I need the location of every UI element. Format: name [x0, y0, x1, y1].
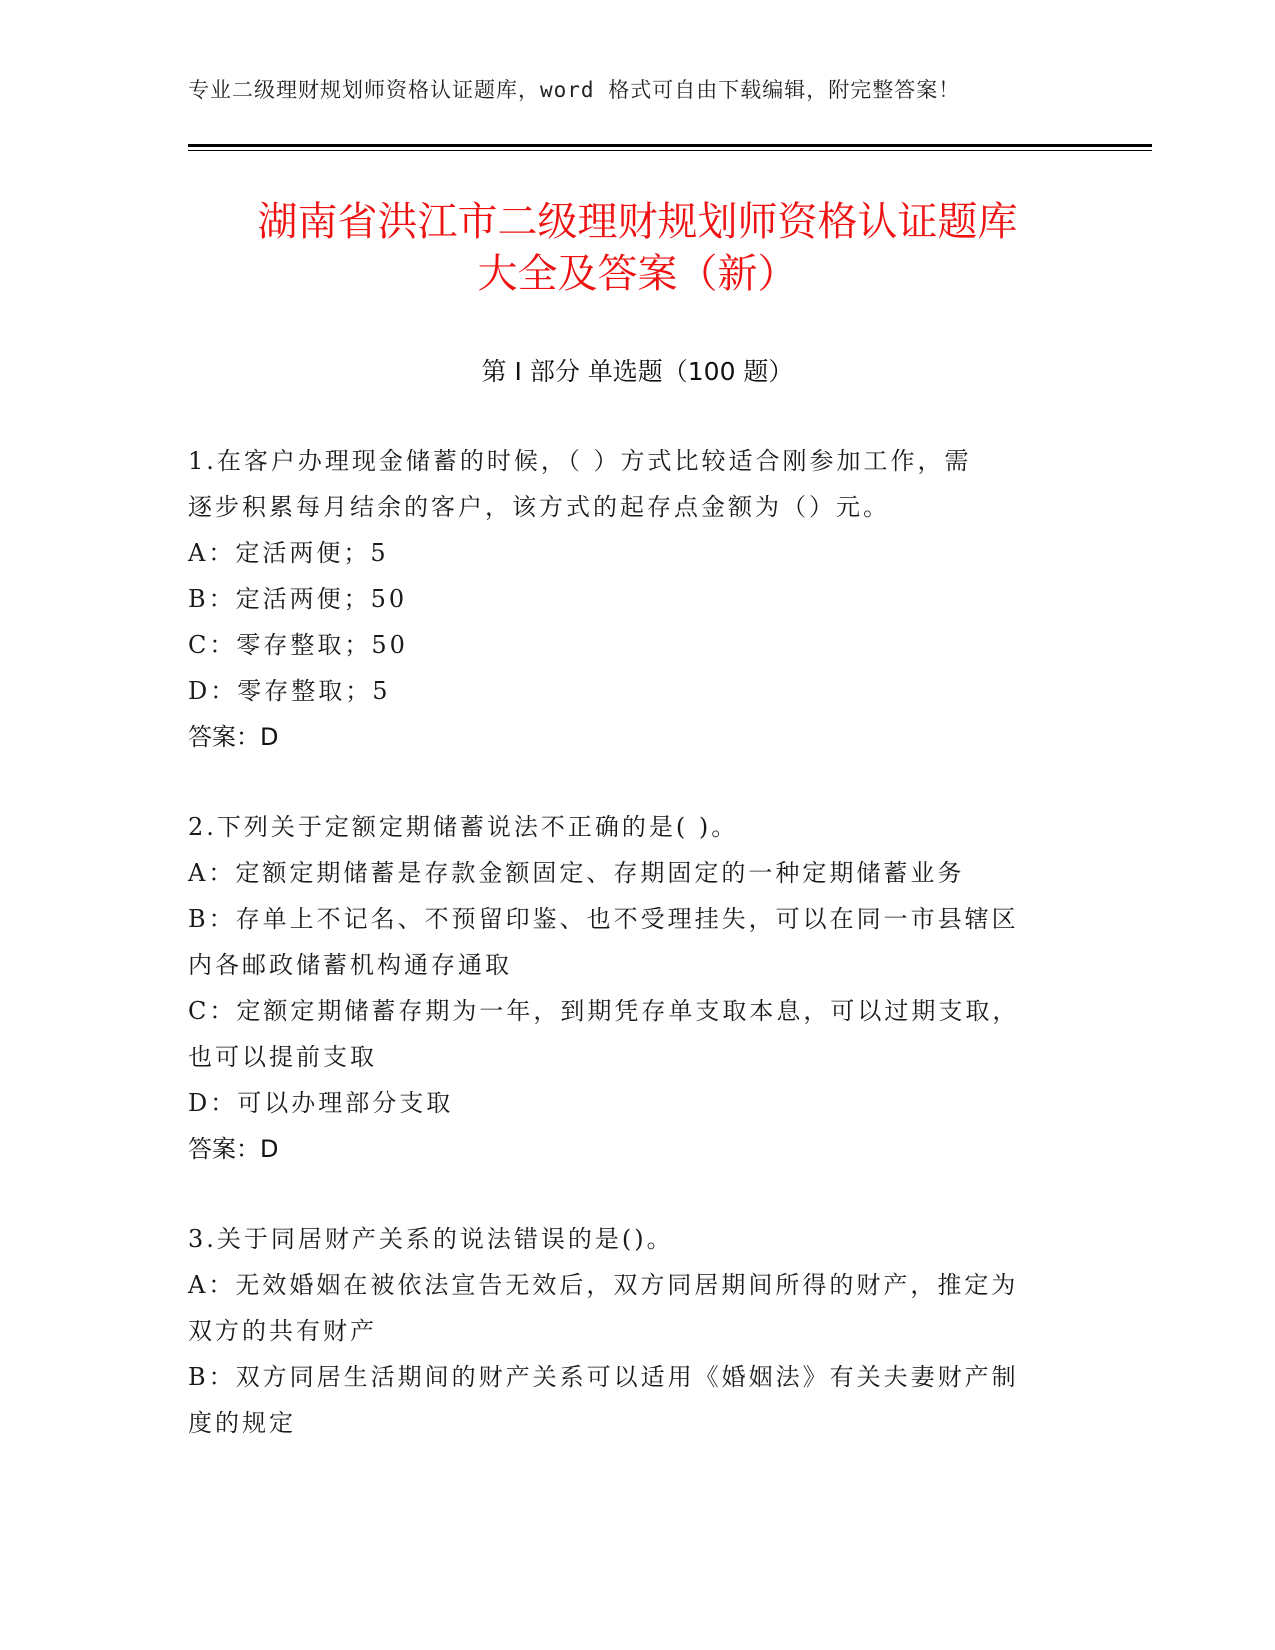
question-3: [188, 1216, 1068, 1446]
header-note: 专业二级理财规划师资格认证题库，word 格式可自由下载编辑，附完整答案！: [188, 78, 961, 102]
header-rule-thick: [188, 144, 1152, 147]
option-d: D：可以办理部分支取: [188, 1089, 454, 1117]
question-list: [188, 438, 1068, 1490]
option-a: A：定活两便；5: [188, 539, 389, 567]
option-b: B：存单上不记名、不预留印鉴、也不受理挂失，可以在同一市县辖区: [188, 905, 1019, 933]
question-stem-line: 逐步积累每月结余的客户，该方式的起存点金额为（）元。: [188, 493, 890, 521]
header-rule-thin: [188, 150, 1152, 151]
option-b-continued: 度的规定: [188, 1409, 296, 1437]
option-a-continued: 双方的共有财产: [188, 1317, 377, 1345]
section-title: 第 I 部分 单选题（100 题）: [481, 357, 794, 386]
option-c: C：零存整取；50: [188, 631, 408, 659]
option-a: A：无效婚姻在被依法宣告无效后，双方同居期间所得的财产，推定为: [188, 1271, 1019, 1299]
question-stem-line: 1.在客户办理现金储蓄的时候，（ ）方式比较适合刚参加工作，需: [188, 447, 972, 475]
document-title-line-1: 湖南省洪江市二级理财规划师资格认证题库: [257, 199, 1018, 245]
option-c-continued: 也可以提前支取: [188, 1043, 377, 1071]
option-b-continued: 内各邮政储蓄机构通存通取: [188, 951, 512, 979]
option-a: A：定额定期储蓄是存款金额固定、存期固定的一种定期储蓄业务: [188, 859, 965, 887]
option-c: C：定额定期储蓄存期为一年，到期凭存单支取本息，可以过期支取，: [188, 997, 1020, 1025]
question-stem-line: 2.下列关于定额定期储蓄说法不正确的是( )。: [188, 813, 739, 841]
document-title-line-2: 大全及答案（新）: [477, 251, 798, 297]
question-stem-line: 3.关于同居财产关系的说法错误的是()。: [188, 1225, 674, 1253]
question-2: [188, 804, 1068, 1172]
option-b: B：定活两便；50: [188, 585, 408, 613]
option-d: D：零存整取；5: [188, 677, 391, 705]
option-b: B：双方同居生活期间的财产关系可以适用《婚姻法》有关夫妻财产制: [188, 1363, 1019, 1391]
answer: 答案：D: [188, 1135, 279, 1163]
question-1: [188, 438, 1068, 760]
document-title: [150, 196, 1125, 300]
answer: 答案：D: [188, 723, 279, 751]
